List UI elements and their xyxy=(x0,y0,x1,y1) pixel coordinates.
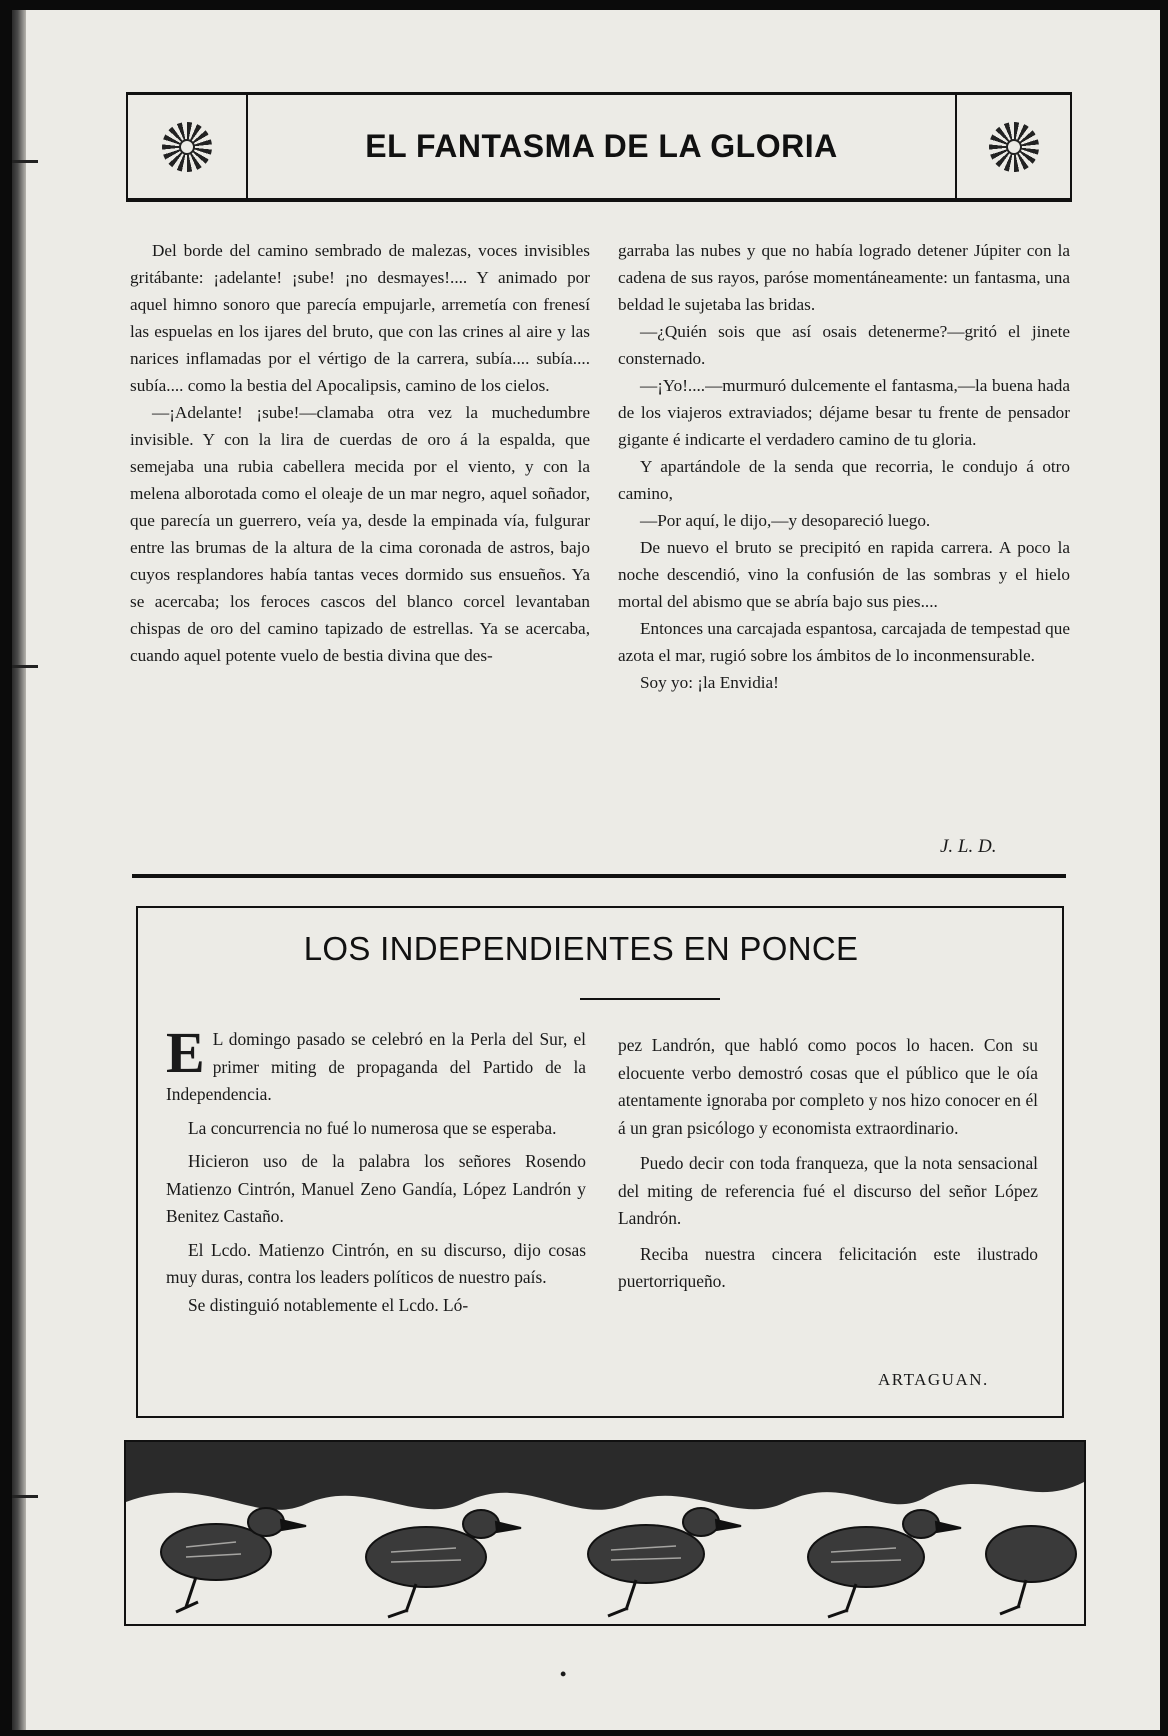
paragraph xyxy=(166,1020,586,1109)
rosette-icon xyxy=(989,122,1039,172)
article2-author: ARTAGUAN. xyxy=(878,1370,989,1389)
paragraph: garraba las nubes y que no había logrado detener Júpiter con la cadena de sus rayos, paróse momentáneamente: un fantasma, una beldad le sujetaba las bridas. xyxy=(618,241,1070,314)
paragraph: Y apartándole de la senda que recorria, le condujo á otro camino, xyxy=(618,457,1070,503)
ducks-woodcut-band xyxy=(124,1440,1086,1626)
article2-right-column xyxy=(618,1032,1038,1296)
first-paragraph-text: L domingo pasado se celebró en la Perla del Sur, el primer miting de propaganda del Partido de la Independencia. xyxy=(166,1029,586,1104)
page-mark: • xyxy=(560,1664,567,1684)
paragraph: Puedo decir con toda franqueza, que la nota sensacional del miting de referencia fué el discurso del señor López Landrón. xyxy=(618,1153,1038,1228)
paragraph: De nuevo el bruto se precipitó en rapida carrera. A poco la noche descendió, vino la confusión de las sombras y el hielo mortal del abismo que se abría bajo sus pies.... xyxy=(618,538,1070,611)
binding-tick xyxy=(12,1495,38,1498)
paragraph: Entonces una carcajada espantosa, carcajada de tempestad que azota el mar, rugió sobre los ámbitos de lo inconmensurable. xyxy=(618,619,1070,665)
ducks-illustration-icon xyxy=(126,1442,1084,1624)
magazine-page xyxy=(12,10,1160,1730)
article1-title: EL FANTASMA DE LA GLORIA xyxy=(365,128,838,164)
paragraph: —Por aquí, le dijo,—y desopareció luego. xyxy=(640,511,931,530)
title-underline xyxy=(580,998,720,1000)
paragraph: Reciba nuestra cincera felicitación este ilustrado puertorriqueño. xyxy=(618,1243,1038,1291)
paragraph: Se distinguió notablemente el Lcdo. Ló- xyxy=(188,1294,469,1315)
article1-right-column xyxy=(618,237,1070,696)
paragraph: La concurrencia no fué lo numerosa que se esperaba. xyxy=(188,1117,557,1138)
section-divider xyxy=(132,874,1066,878)
article2-title: LOS INDEPENDIENTES EN PONCE xyxy=(303,930,859,967)
binding-tick xyxy=(12,160,38,163)
rosette-icon xyxy=(162,122,212,172)
paragraph: Del borde del camino sembrado de malezas, voces invisibles gritábante: ¡adelante! ¡sube! ¡no desmayes!.... Y animado por aquel himno sonoro que parecía empujarle, arremetía con frenesí las espuelas en los ijares del bruto, que con las crines al aire y las narices inflamadas por el vértigo de la carrera, subía.... subía.... subía.... como la bestia del Apocalipsis, camino de los cielos. xyxy=(130,241,590,395)
article1-header xyxy=(126,92,1072,202)
page-binding-edge xyxy=(12,10,26,1730)
paragraph: —¡Adelante! ¡sube!—clamaba otra vez la muchedumbre invisible. Y con la lira de cuerdas de oro á la espalda, que semejaba una rubia cabellera mecida por el viento, y con la melena alborotada como el oleaje de un mar negro, aquel soñador, que parecía un guerrero, veía ya, desde la empinada vía, fulgurar entre las brumas de la altura de la cima coronada de astros, bajo cuyos resplandores había tantas veces dormido sus ensueños. Ya se acercaba; los feroces cascos del blanco corcel levantaban chispas de oro del camino tapizado de estrellas. Ya se acercaba, cuando aquel potente vuelo de bestia divina que des- xyxy=(130,403,590,665)
article1-signature: J. L. D. xyxy=(940,836,997,857)
binding-tick xyxy=(12,665,38,668)
paragraph: Hicieron uso de la palabra los señores Rosendo Matienzo Cintrón, Manuel Zeno Gandía, López Landrón y Benitez Castaño. xyxy=(166,1151,586,1226)
article2-left-column xyxy=(166,1020,586,1319)
article1-left-column xyxy=(130,237,590,669)
paragraph: —¡Yo!....—murmuró dulcemente el fantasma,—la buena hada de los viajeros extraviados; déjame besar tu frente de pensador gigante é indicarte el verdadero camino de tu gloria. xyxy=(618,376,1070,449)
paragraph: pez Landrón, que habló como pocos lo hacen. Con su elocuente verbo demostró cosas que el público que le oía atentamente ignoraba por completo y nos hizo conocer en él á un gran psicólogo y economista extraordinario. xyxy=(618,1035,1038,1138)
drop-cap: E xyxy=(166,1020,205,1085)
paragraph: —¿Quién sois que así osais detenerme?—gritó el jinete consternado. xyxy=(618,322,1070,368)
header-right-ornament xyxy=(955,95,1070,198)
header-left-ornament xyxy=(128,95,248,198)
paragraph: Soy yo: ¡la Envidia! xyxy=(640,673,779,692)
paragraph: El Lcdo. Matienzo Cintrón, en su discurso, dijo cosas muy duras, contra los leaders políticos de nuestro país. xyxy=(166,1239,586,1287)
